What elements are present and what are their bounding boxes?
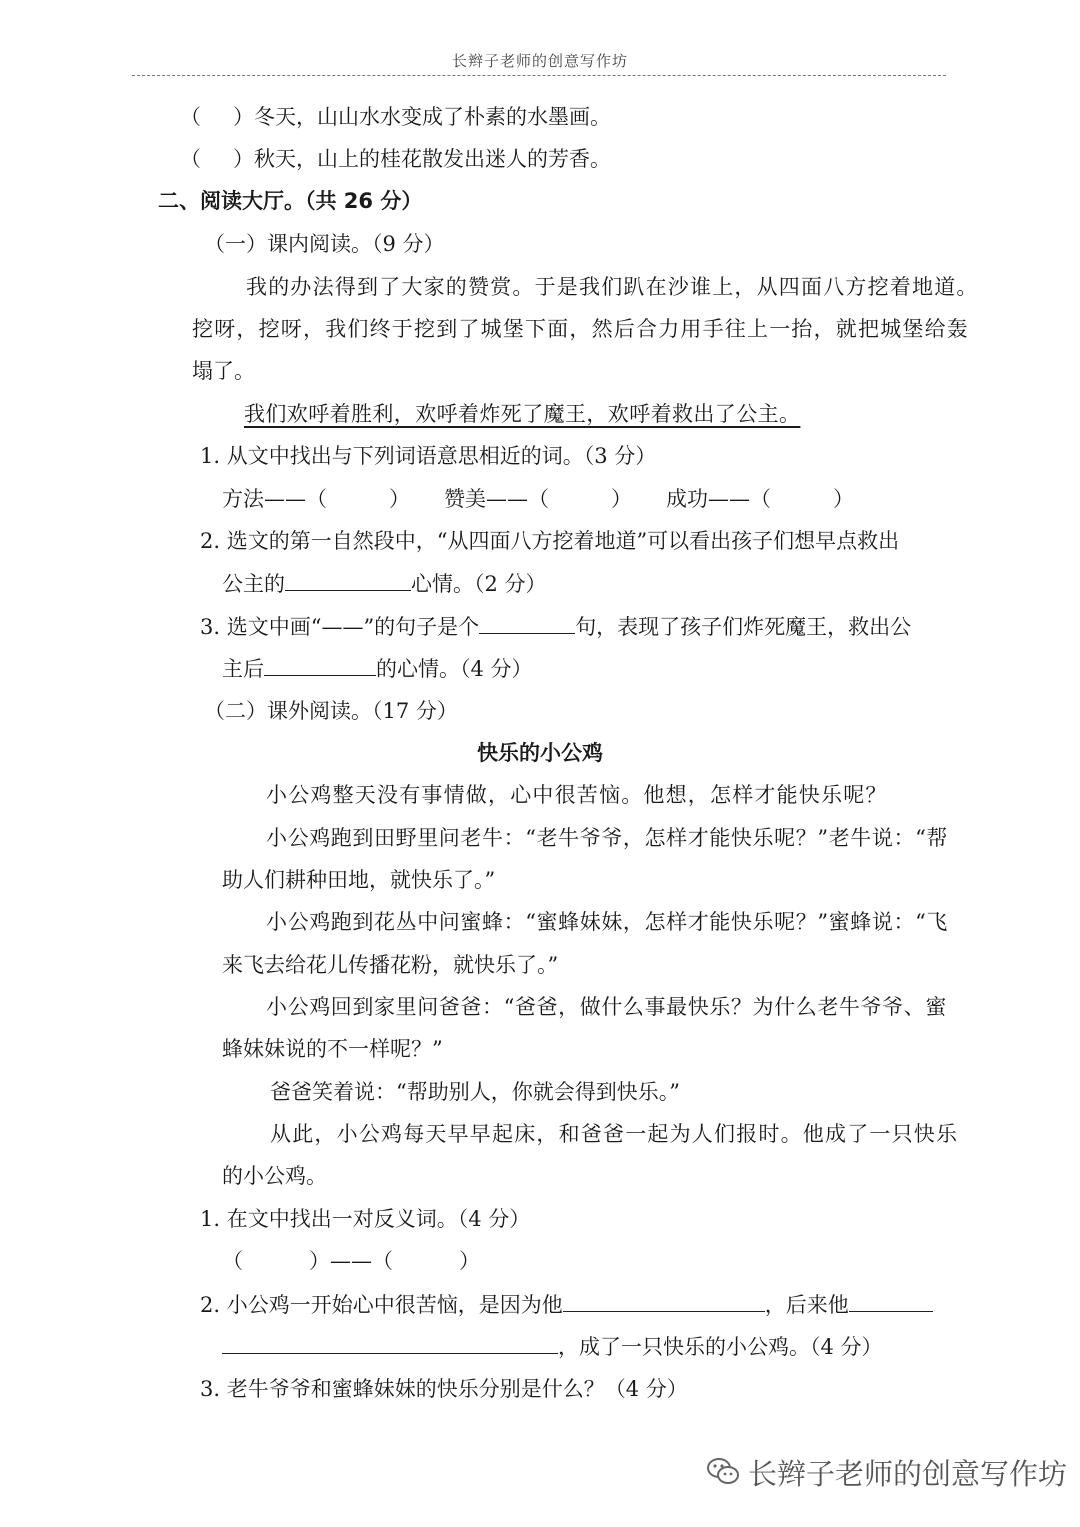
q2-text: ，后来他 [764,1293,849,1317]
section-heading: 二、阅读大厅。（共 26 分） [158,189,423,213]
passage-line: 小公鸡回到家里问爸爸：“爸爸，做什么事最快乐？为什么老牛爷爷、蜜 [266,995,947,1019]
part1-heading: （一）课内阅读。（9 分） [204,232,445,256]
q3-text: 句，表现了孩子们炸死魔王，救出公 [575,615,912,639]
question-2: 2. 选文的第一自然段中，“从四面八方挖着地道”可以看出孩子们想早点救出 [200,529,900,553]
passage-line: 的小公鸡。 [222,1164,327,1188]
passage-line: 挖呀，挖呀，我们终于挖到了城堡下面，然后合力用手往上一抬，就把城堡给轰 [192,317,969,341]
question-3-cont [222,653,533,684]
passage-line: 从此，小公鸡每天早早起床，和爸爸一起为人们报时。他成了一只快乐 [270,1122,959,1146]
answer-blank[interactable] [479,611,575,634]
pair-dash: ）——（ [309,1249,393,1273]
question-2-cont [222,1331,883,1362]
q3-text: 3. 选文中画“——”的句子是个 [200,615,480,639]
passage-line: 蜂妹妹说的不一样呢？” [222,1037,443,1061]
q2-text: 公主的 [222,572,285,596]
pair-open: （ [222,1249,243,1273]
question-2-cont [222,568,547,599]
wechat-icon [706,1456,740,1486]
q1-item-label: 方法——（ [222,487,327,511]
question-2 [200,1289,933,1320]
q2-text: ，成了一只快乐的小公鸡。（4 分） [558,1335,883,1359]
choice-left-paren: （ [180,105,201,129]
answer-blank[interactable] [285,568,411,591]
q2-text: 心情。（2 分） [411,572,547,596]
q1-item-close: ） [833,487,854,511]
choice-line [180,102,611,132]
passage-line: 小公鸡跑到花丛中问蜜蜂：“蜜蜂妹妹，怎样才能快乐呢？”蜜蜂说：“飞 [266,910,949,934]
choice-line [180,144,611,174]
passage-line: 助人们耕种田地，就快乐了。” [222,868,496,892]
page-header-title: 长辫子老师的创意写作坊 [451,52,628,70]
answer-blank[interactable] [264,653,376,676]
choice-text: 冬天，山山水水变成了朴素的水墨画。 [254,105,611,129]
passage-line: 塌了。 [192,359,255,383]
part2-heading: （二）课外阅读。（17 分） [204,699,458,723]
answer-blank[interactable] [849,1289,933,1312]
story-title: 快乐的小公鸡 [477,741,603,765]
antonym-pair-row [222,1246,480,1276]
passage-line: 小公鸡跑到田野里问老牛：“老牛爷爷，怎样才能快乐呢？”老牛说：“帮 [266,826,949,850]
question-1: 1. 从文中找出与下列词语意思相近的词。（3 分） [200,444,657,468]
q1-item-close: ） [389,487,410,511]
q2-text: 2. 小公鸡一开始心中很苦恼，是因为他 [200,1293,563,1317]
q3-text: 主后 [222,657,264,681]
answer-blank[interactable] [222,1331,558,1354]
q1-item-close: ） [611,487,632,511]
underlined-sentence: 我们欢呼着胜利，欢呼着炸死了魔王，欢呼着救出了公主。 [244,402,801,426]
watermark-text: 长辫子老师的创意写作坊 [748,1457,1068,1491]
choice-right-paren: ） [233,147,254,171]
choice-right-paren: ） [233,105,254,129]
q1-item-label: 赞美——（ [444,487,549,511]
pair-close: ） [459,1249,480,1273]
passage-line: 来飞去给花儿传播花粉，就快乐了。” [222,953,559,977]
question-3: 3. 老牛爷爷和蜜蜂妹妹的快乐分别是什么？（4 分） [200,1377,688,1401]
choice-text: 秋天，山上的桂花散发出迷人的芳香。 [254,147,611,171]
q3-text: 的心情。（4 分） [376,657,533,681]
passage-line: 爸爸笑着说：“帮助别人，你就会得到快乐。” [270,1080,680,1104]
answer-blank[interactable] [563,1289,765,1312]
choice-left-paren: （ [180,147,201,171]
question-1: 1. 在文中找出一对反义词。（4 分） [200,1207,531,1231]
header-divider [132,75,946,76]
passage-line: 我的办法得到了大家的赞赏。于是我们趴在沙谁上，从四面八方挖着地道。 [246,275,979,299]
q1-answer-row [222,484,854,514]
question-3 [200,611,911,642]
q1-item-label: 成功——（ [666,487,771,511]
passage-line: 小公鸡整天没有事情做，心中很苦恼。他想，怎样才能快乐呢？ [266,783,888,807]
